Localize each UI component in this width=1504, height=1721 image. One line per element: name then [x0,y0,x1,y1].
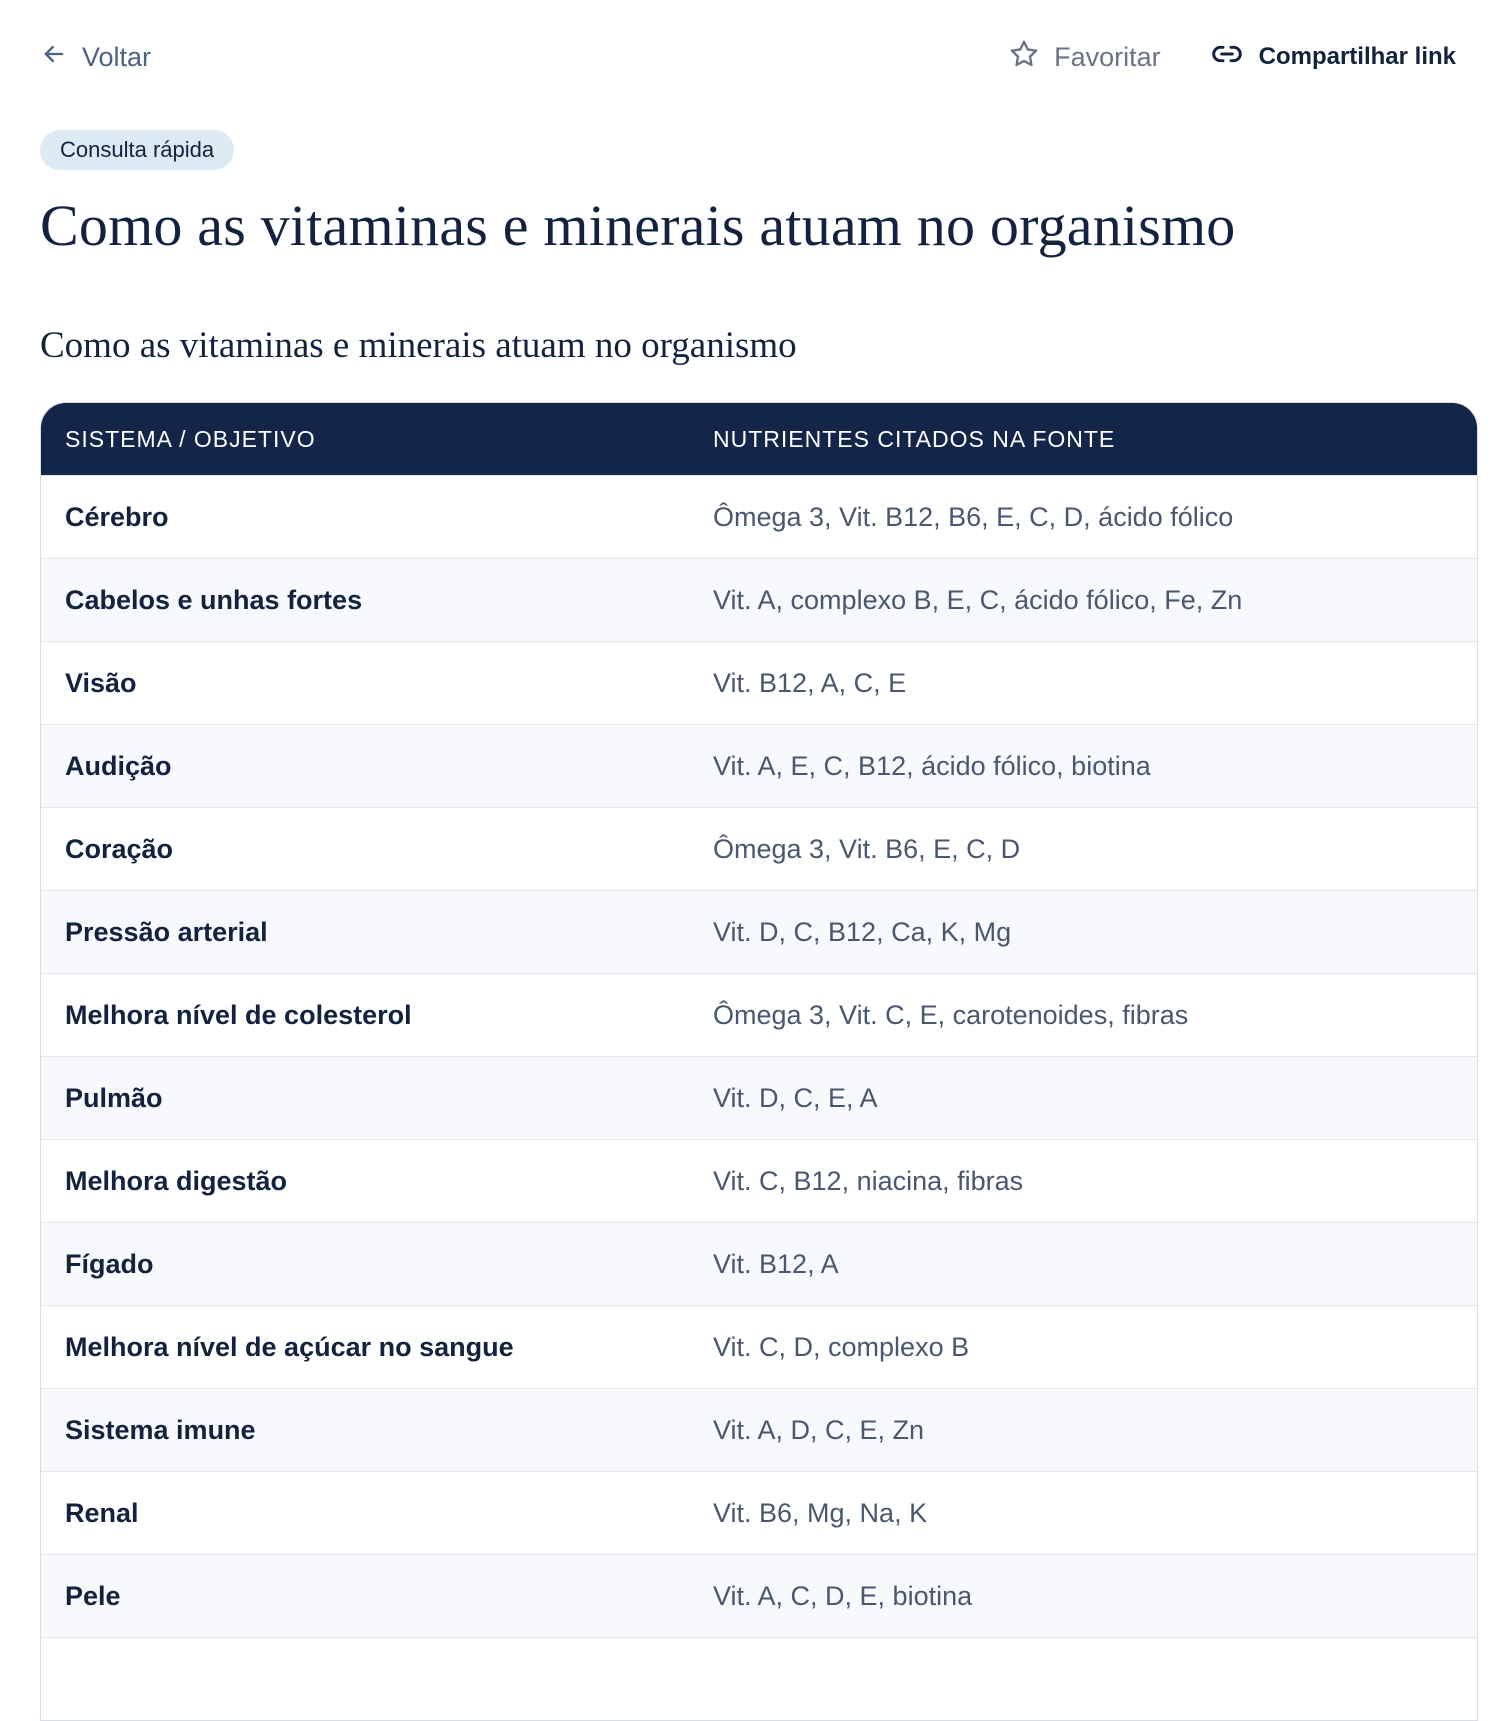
row-system: Pressão arterial [41,891,689,974]
table-row [41,1638,1477,1721]
row-system: Audição [41,725,689,808]
table-header-row [41,403,1477,476]
favorite-label: Favoritar [1054,41,1161,72]
row-nutrients: Ômega 3, Vit. C, E, carotenoides, fibras [689,974,1477,1057]
share-label: Compartilhar link [1258,43,1456,70]
table-row [41,1555,1477,1638]
table-row [41,725,1477,808]
row-nutrients: Vit. A, C, D, E, biotina [689,1555,1477,1638]
table-row [41,1389,1477,1472]
back-button[interactable] [40,40,151,75]
table-row [41,1306,1477,1389]
row-system: Coração [41,808,689,891]
table-row [41,1472,1477,1555]
link-icon [1211,38,1243,77]
row-nutrients: Vit. A, complexo B, E, C, ácido fólico, Fe, Zn [689,559,1477,642]
row-system: Pulmão [41,1057,689,1140]
row-nutrients: Vit. A, E, C, B12, ácido fólico, biotina [689,725,1477,808]
table-row [41,974,1477,1057]
table-row [41,891,1477,974]
table-row [41,1057,1477,1140]
row-nutrients [689,1638,1477,1721]
row-system: Visão [41,642,689,725]
star-icon [1008,38,1040,77]
row-nutrients: Vit. B6, Mg, Na, K [689,1472,1477,1555]
row-system: Pele [41,1555,689,1638]
top-bar [40,30,1456,84]
row-nutrients: Vit. A, D, C, E, Zn [689,1389,1477,1472]
row-nutrients: Ômega 3, Vit. B12, B6, E, C, D, ácido fólico [689,476,1477,559]
back-label: Voltar [82,41,152,72]
category-badge: Consulta rápida [40,130,234,170]
row-nutrients: Vit. B12, A, C, E [689,642,1477,725]
row-system: Melhora nível de açúcar no sangue [41,1306,689,1389]
table-row [41,1140,1477,1223]
header-actions [1008,38,1456,77]
row-nutrients: Vit. D, C, E, A [689,1057,1477,1140]
row-system: Melhora nível de colesterol [41,974,689,1057]
column-header-nutrients: NUTRIENTES CITADOS NA FONTE [713,425,1116,452]
column-header-system: SISTEMA / OBJETIVO [65,425,316,452]
share-link-button[interactable] [1211,38,1456,77]
row-system: Renal [41,1472,689,1555]
row-system: Fígado [41,1223,689,1306]
row-nutrients: Vit. B12, A [689,1223,1477,1306]
row-system: Cabelos e unhas fortes [41,559,689,642]
row-nutrients: Vit. D, C, B12, Ca, K, Mg [689,891,1477,974]
table-row [41,642,1477,725]
page-title: Como as vitaminas e minerais atuam no organismo [40,193,1236,258]
table-row [41,559,1477,642]
table-row [41,476,1477,559]
arrow-left-icon [40,40,68,75]
row-system: Sistema imune [41,1389,689,1472]
row-system [41,1638,689,1721]
row-nutrients: Ômega 3, Vit. B6, E, C, D [689,808,1477,891]
row-nutrients: Vit. C, B12, niacina, fibras [689,1140,1477,1223]
row-nutrients: Vit. C, D, complexo B [689,1306,1477,1389]
row-system: Cérebro [41,476,689,559]
table-row [41,1223,1477,1306]
row-system: Melhora digestão [41,1140,689,1223]
section-title: Como as vitaminas e minerais atuam no organismo [40,325,797,366]
table-row [41,808,1477,891]
nutrients-table [40,402,1478,1721]
favorite-button[interactable] [1008,38,1161,77]
